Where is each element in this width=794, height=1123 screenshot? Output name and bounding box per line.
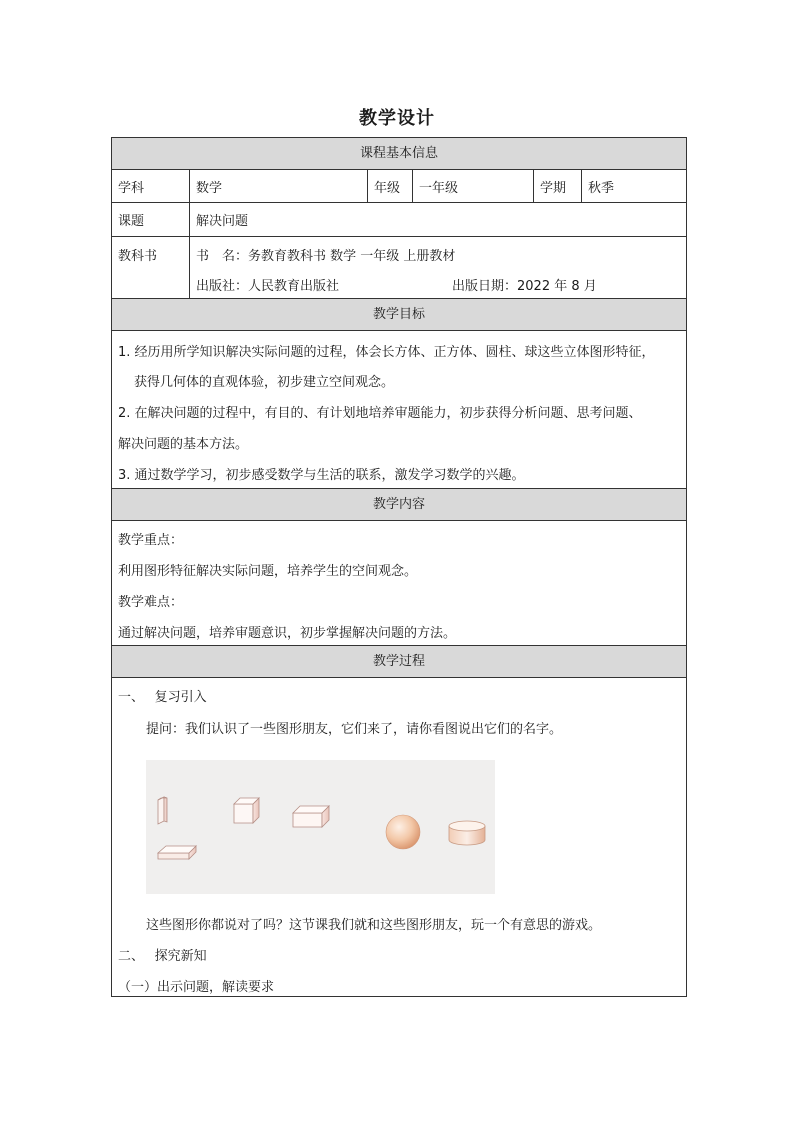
grade-value: 一年级	[413, 170, 534, 202]
objective-1-line-2: 获得几何体的直观体验，初步建立空间观念。	[134, 375, 395, 390]
publisher: 出版社：人民教育出版社	[196, 279, 340, 294]
step-2-title: 二、 探究新知	[118, 949, 207, 964]
term-label: 学期	[534, 170, 582, 202]
objective-3: 3. 通过数学学习，初步感受数学与生活的联系，激发学习数学的兴趣。	[118, 468, 525, 483]
term-value: 秋季	[588, 180, 615, 196]
key-point-label: 教学重点：	[118, 533, 184, 548]
objectives-header: 教学目标	[112, 299, 686, 331]
textbook-label: 教科书	[112, 237, 190, 298]
topic-value: 解决问题	[196, 214, 249, 229]
grade-label: 年级	[368, 170, 413, 202]
solid-shapes-svg	[146, 760, 495, 894]
document-title: 教学设计	[359, 108, 435, 129]
sphere-shape	[386, 815, 420, 849]
question-text: 提问：我们认识了一些图形朋友，它们来了，请你看图说出它们的名字。	[146, 722, 563, 737]
publish-date: 出版日期：2022 年 8 月	[452, 279, 597, 294]
difficulty-text: 通过解决问题，培养审题意识，初步掌握解决问题的方法。	[118, 626, 457, 641]
key-point-text: 利用图形特征解决实际问题，培养学生的空间观念。	[118, 564, 418, 579]
content-body	[112, 521, 686, 646]
flat-slab-shape	[158, 846, 196, 859]
objectives-body	[112, 331, 686, 489]
shapes-illustration	[146, 760, 495, 894]
cuboid-shape	[293, 806, 329, 827]
objective-2-line-2: 解决问题的基本方法。	[118, 437, 249, 452]
subject-label: 学科	[112, 170, 190, 202]
topic-row	[112, 203, 686, 237]
difficulty-label: 教学难点：	[118, 595, 184, 610]
objective-1-line-1: 1. 经历用所学知识解决实际问题的过程，体会长方体、正方体、圆柱、球这些立体图形特征，	[118, 345, 655, 360]
tall-cuboid-shape	[158, 797, 167, 824]
info-row	[112, 170, 686, 203]
process-header: 教学过程	[112, 646, 686, 678]
textbook-row	[112, 237, 686, 299]
objective-2-line-1: 2. 在解决问题的过程中，有目的、有计划地培养审题能力，初步获得分析问题、思考问题、	[118, 406, 642, 421]
topic-label: 课题	[112, 203, 190, 236]
subject-value: 数学	[190, 170, 368, 202]
sub-step-1: （一）出示问题，解读要求	[118, 980, 275, 995]
content-header: 教学内容	[112, 489, 686, 521]
step-1-title: 一、 复习引入	[118, 690, 207, 705]
cube-shape	[234, 798, 259, 823]
after-image-text: 这些图形你都说对了吗？这节课我们就和这些图形朋友，玩一个有意思的游戏。	[146, 918, 602, 933]
cylinder-shape	[449, 821, 485, 845]
basic-info-header: 课程基本信息	[112, 138, 686, 170]
book-name: 书 名：务教育教科书 数学 一年级 上册教材	[196, 249, 456, 264]
